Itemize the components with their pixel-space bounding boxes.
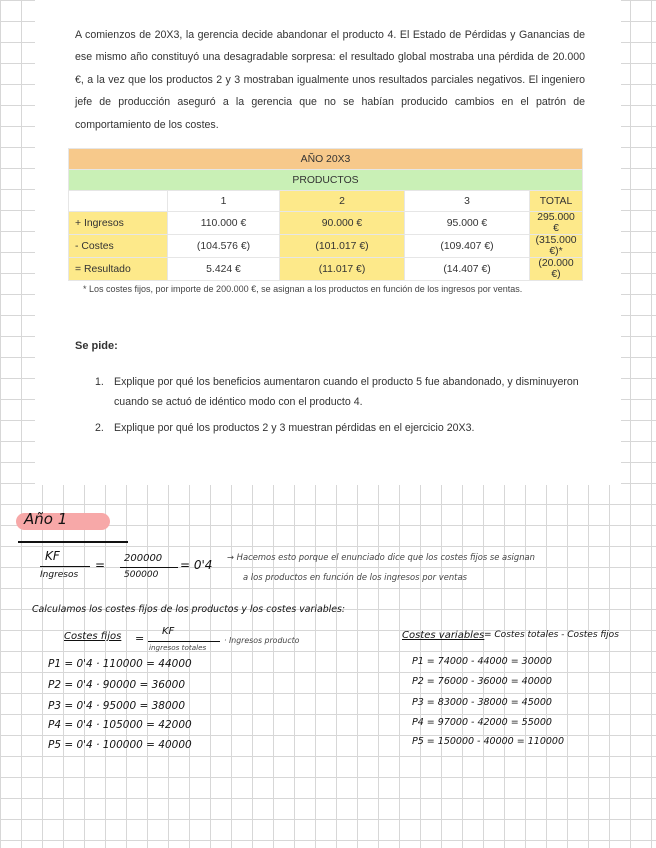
fixed-cost-line: P5 = 0'4 · 100000 = 40000 xyxy=(48,739,192,751)
table-header-cell: TOTAL xyxy=(530,191,583,212)
table-row xyxy=(69,212,583,235)
explanation-line-2: a los productos en función de los ingresos por ventas xyxy=(243,572,467,582)
fixed-cost-line: P4 = 0'4 · 105000 = 42000 xyxy=(48,719,192,731)
equals-sign: = xyxy=(95,558,106,572)
heading-underline xyxy=(18,541,128,543)
question-number: 1. xyxy=(95,376,104,388)
variable-formula: = Costes totales - Costes fijos xyxy=(484,630,619,640)
table-cell: (104.576 €) xyxy=(168,235,280,258)
table-cell: 95.000 € xyxy=(405,212,530,235)
kf-numerator: KF xyxy=(45,549,60,563)
fixed-kf: KF xyxy=(162,626,175,637)
table-footnote: * Los costes fijos, por importe de 200.000 €, se asignan a los productos en función de los ingresos por ventas. xyxy=(83,284,523,294)
fraction-bar xyxy=(148,641,220,642)
table-cell: (101.017 €) xyxy=(280,235,405,258)
variable-cost-line: P5 = 150000 - 40000 = 110000 xyxy=(412,736,564,747)
table-cell: 5.424 € xyxy=(168,258,280,281)
fixed-cost-line: P3 = 0'4 · 95000 = 38000 xyxy=(48,700,186,712)
calculation-intro: Calculamos los costes fijos de los productos y los costes variables: xyxy=(32,604,346,615)
fixed-costs-title: Costes fijos xyxy=(64,631,122,642)
table-header-row xyxy=(69,191,583,212)
variable-cost-line: P3 = 83000 - 38000 = 45000 xyxy=(412,697,552,708)
variable-cost-line: P1 = 74000 - 44000 = 30000 xyxy=(412,656,552,667)
table-cell: (315.000 €)* xyxy=(530,235,583,258)
denominator-value: 500000 xyxy=(124,570,159,580)
question-text: Explique por qué los beneficios aumentaron cuando el producto 5 fue abandonado, y disminuyeron cuando se actuó de idéntico modo con el producto 4. xyxy=(114,376,579,408)
equals-sign: = xyxy=(135,632,145,645)
table-header-cell: 3 xyxy=(405,191,530,212)
table-cell: (109.407 €) xyxy=(405,235,530,258)
table-header-cell: 2 xyxy=(280,191,405,212)
ingresos-denominator: Ingresos xyxy=(40,570,79,580)
fraction-bar xyxy=(40,566,90,567)
intro-paragraph: A comienzos de 20X3, la gerencia decide abandonar el producto 4. El Estado de Pérdidas y Ganancias de ese mismo año constituyó una desagradable sorpresa: el resultado global mostraba una pérdida de 20.000 €, a la vez que los productos 2 y 3 mostraban igualmente unos resultados parciales negativos. El ingeniero jefe de producción aseguró a la gerencia que no se habían producido cambios en el patrón de comportamiento de los costes. xyxy=(75,29,585,131)
table-cell: 295.000 € xyxy=(530,212,583,235)
table-title: AÑO 20X3 xyxy=(69,149,583,170)
results-table xyxy=(68,148,583,281)
table-row xyxy=(69,235,583,258)
question-item xyxy=(95,372,585,412)
numerator-value: 200000 xyxy=(124,553,163,564)
fraction-bar xyxy=(120,567,178,568)
question-number: 2. xyxy=(95,422,104,434)
row-label: + Ingresos xyxy=(69,212,168,235)
fixed-denominator: ingresos totales xyxy=(149,643,207,652)
notes-heading: Año 1 xyxy=(24,510,68,528)
fixed-cost-line: P1 = 0'4 · 110000 = 44000 xyxy=(48,658,192,670)
ratio-result: = 0'4 xyxy=(180,558,213,572)
table-cell: (11.017 €) xyxy=(280,258,405,281)
table-subtitle: PRODUCTOS xyxy=(69,170,583,191)
variable-cost-line: P2 = 76000 - 36000 = 40000 xyxy=(412,676,552,687)
table-cell: 110.000 € xyxy=(168,212,280,235)
explanation-line-1: → Hacemos esto porque el enunciado dice que los costes fijos se asignan xyxy=(227,552,535,562)
question-item xyxy=(95,418,585,438)
row-label: = Resultado xyxy=(69,258,168,281)
row-label: - Costes xyxy=(69,235,168,258)
fixed-tail: · Ingresos producto xyxy=(224,636,300,645)
table-cell: 90.000 € xyxy=(280,212,405,235)
variable-cost-line: P4 = 97000 - 42000 = 55000 xyxy=(412,717,552,728)
table-header-cell: 1 xyxy=(168,191,280,212)
variable-costs-title: Costes variables xyxy=(402,630,485,641)
table-cell: (14.407 €) xyxy=(405,258,530,281)
se-pide-heading: Se pide: xyxy=(75,340,118,352)
table-cell: (20.000 €) xyxy=(530,258,583,281)
fixed-cost-line: P2 = 0'4 · 90000 = 36000 xyxy=(48,679,186,691)
table-header-cell xyxy=(69,191,168,212)
question-text: Explique por qué los productos 2 y 3 muestran pérdidas en el ejercicio 20X3. xyxy=(114,422,475,434)
